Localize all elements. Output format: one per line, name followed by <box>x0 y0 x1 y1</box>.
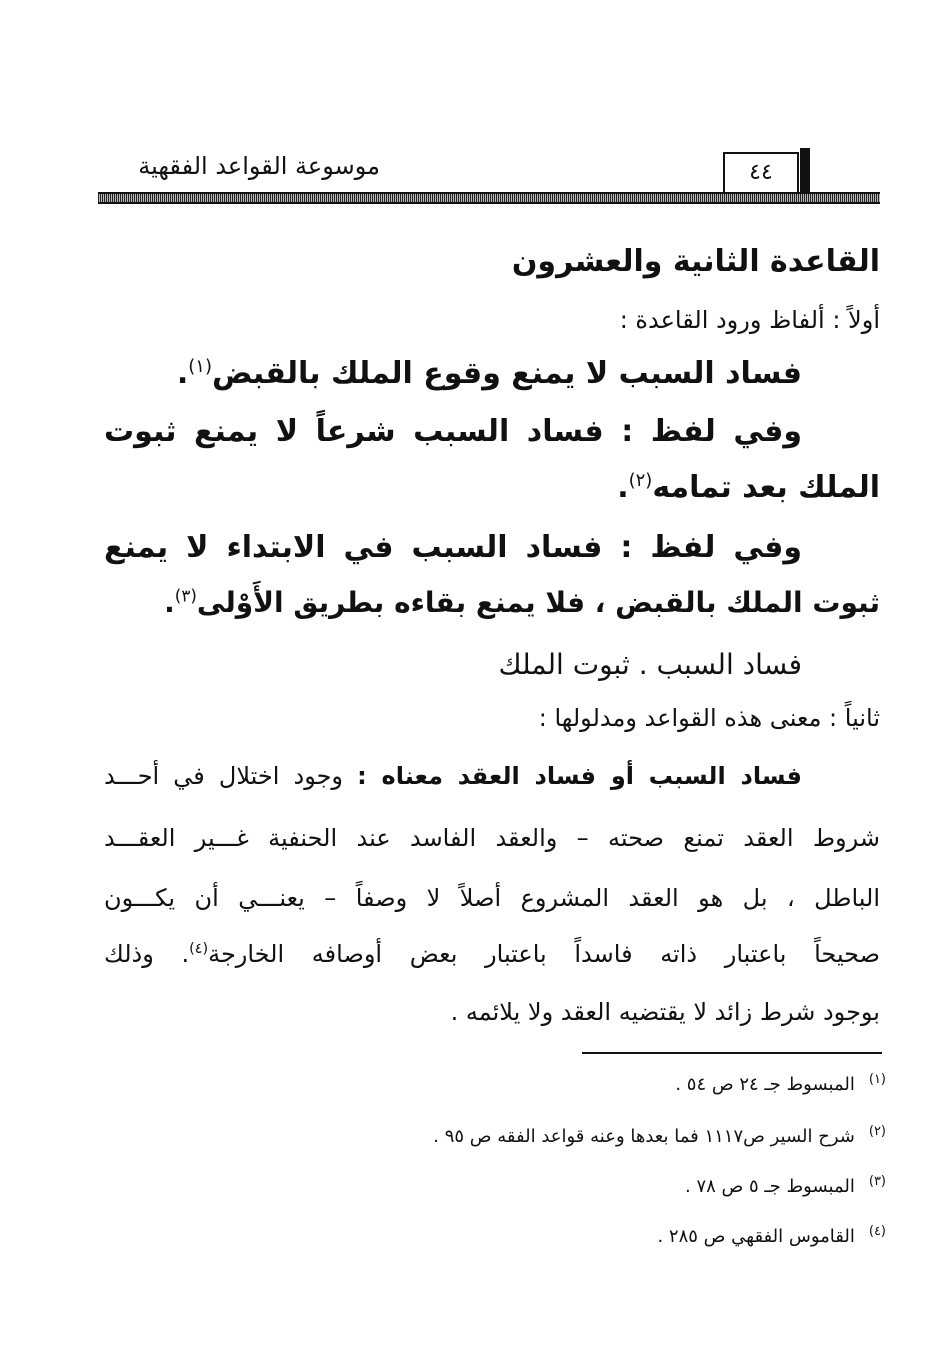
paragraph-line-4 <box>104 940 880 968</box>
paragraph-line-4-end: . وذلك <box>104 940 190 968</box>
rule-text-2-line-1: وفي لفظ : فساد السبب شرعاً لا يمنع ثبوت <box>104 414 802 449</box>
running-header-title: موسوعة القواعد الفقهية <box>138 152 380 180</box>
footnote-4 <box>657 1224 886 1247</box>
paragraph-term: فساد السبب أو فساد العقد معناه : <box>357 762 802 790</box>
rule-text-1-body: فساد السبب لا يمنع وقوع الملك بالقبض <box>211 356 802 391</box>
footnote-text: المبسوط جـ ٥ ص ٧٨ . <box>685 1176 855 1197</box>
footnote-number: (٢) <box>868 1124 886 1139</box>
paragraph-line-3: الباطل ، بل هو العقد المشروع أصلاً لا وصفاً – يعنـــي أن يكـــون <box>104 884 880 912</box>
rule-text-3-end: . <box>164 586 175 619</box>
footnote-ref-4: (٤) <box>189 941 209 957</box>
paragraph-line-1 <box>104 762 802 790</box>
rule-text-2-body: الملك بعد تمامه <box>652 470 880 505</box>
rule-text-2-end: . <box>617 470 629 505</box>
paragraph-line-4-text: صحيحاً باعتبار ذاته فاسداً باعتبار بعض أوصافه الخارجة <box>208 940 880 968</box>
paragraph-line-2: شروط العقد تمنع صحته – والعقد الفاسد عند الحنفية غـــير العقـــد <box>104 824 880 852</box>
rule-text-3-line-2 <box>164 586 880 619</box>
rule-text-3-body: ثبوت الملك بالقبض ، فلا يمنع بقاءه بطريق الأَوْلى <box>196 586 880 619</box>
footnote-separator <box>582 1052 882 1054</box>
rule-text-2-line-2 <box>617 470 880 505</box>
page-number: ٤٤ <box>749 160 773 185</box>
footnote-number: (١) <box>868 1072 886 1087</box>
footnote-text: القاموس الفقهي ص ٢٨٥ . <box>657 1226 855 1247</box>
rule-text-3-line-1: وفي لفظ : فساد السبب في الابتداء لا يمنع <box>104 530 802 565</box>
footnote-ref-1: (١) <box>188 356 212 377</box>
paragraph-line-1-rest: وجود اختلال في أحـــد <box>104 762 344 790</box>
footnote-text: شرح السير ص١١١٧ فما بعدها وعنه قواعد الفقه ص ٩٥ . <box>433 1126 855 1147</box>
footnote-text: المبسوط جـ ٢٤ ص ٥٤ . <box>675 1074 855 1095</box>
section1-heading: أولاً : ألفاظ ورود القاعدة : <box>619 306 880 334</box>
header-rule <box>98 192 880 204</box>
section2-heading: ثانياً : معنى هذه القواعد ومدلولها : <box>538 704 880 732</box>
rule-title: القاعدة الثانية والعشرون <box>511 244 880 279</box>
footnote-2 <box>433 1124 886 1147</box>
page-number-box <box>723 152 799 192</box>
footnote-ref-3: (٣) <box>174 585 197 606</box>
keywords: فساد السبب . ثبوت الملك <box>498 648 802 681</box>
paragraph-line-5: بوجود شرط زائد لا يقتضيه العقد ولا يلائمه . <box>450 998 880 1026</box>
footnote-number: (٤) <box>868 1224 886 1239</box>
rule-text-1-end: . <box>176 356 189 391</box>
footnote-1 <box>675 1072 886 1095</box>
footnote-3 <box>685 1174 886 1197</box>
footnote-number: (٣) <box>868 1174 886 1189</box>
footnote-ref-2: (٢) <box>628 470 653 491</box>
rule-text-1 <box>177 356 802 391</box>
